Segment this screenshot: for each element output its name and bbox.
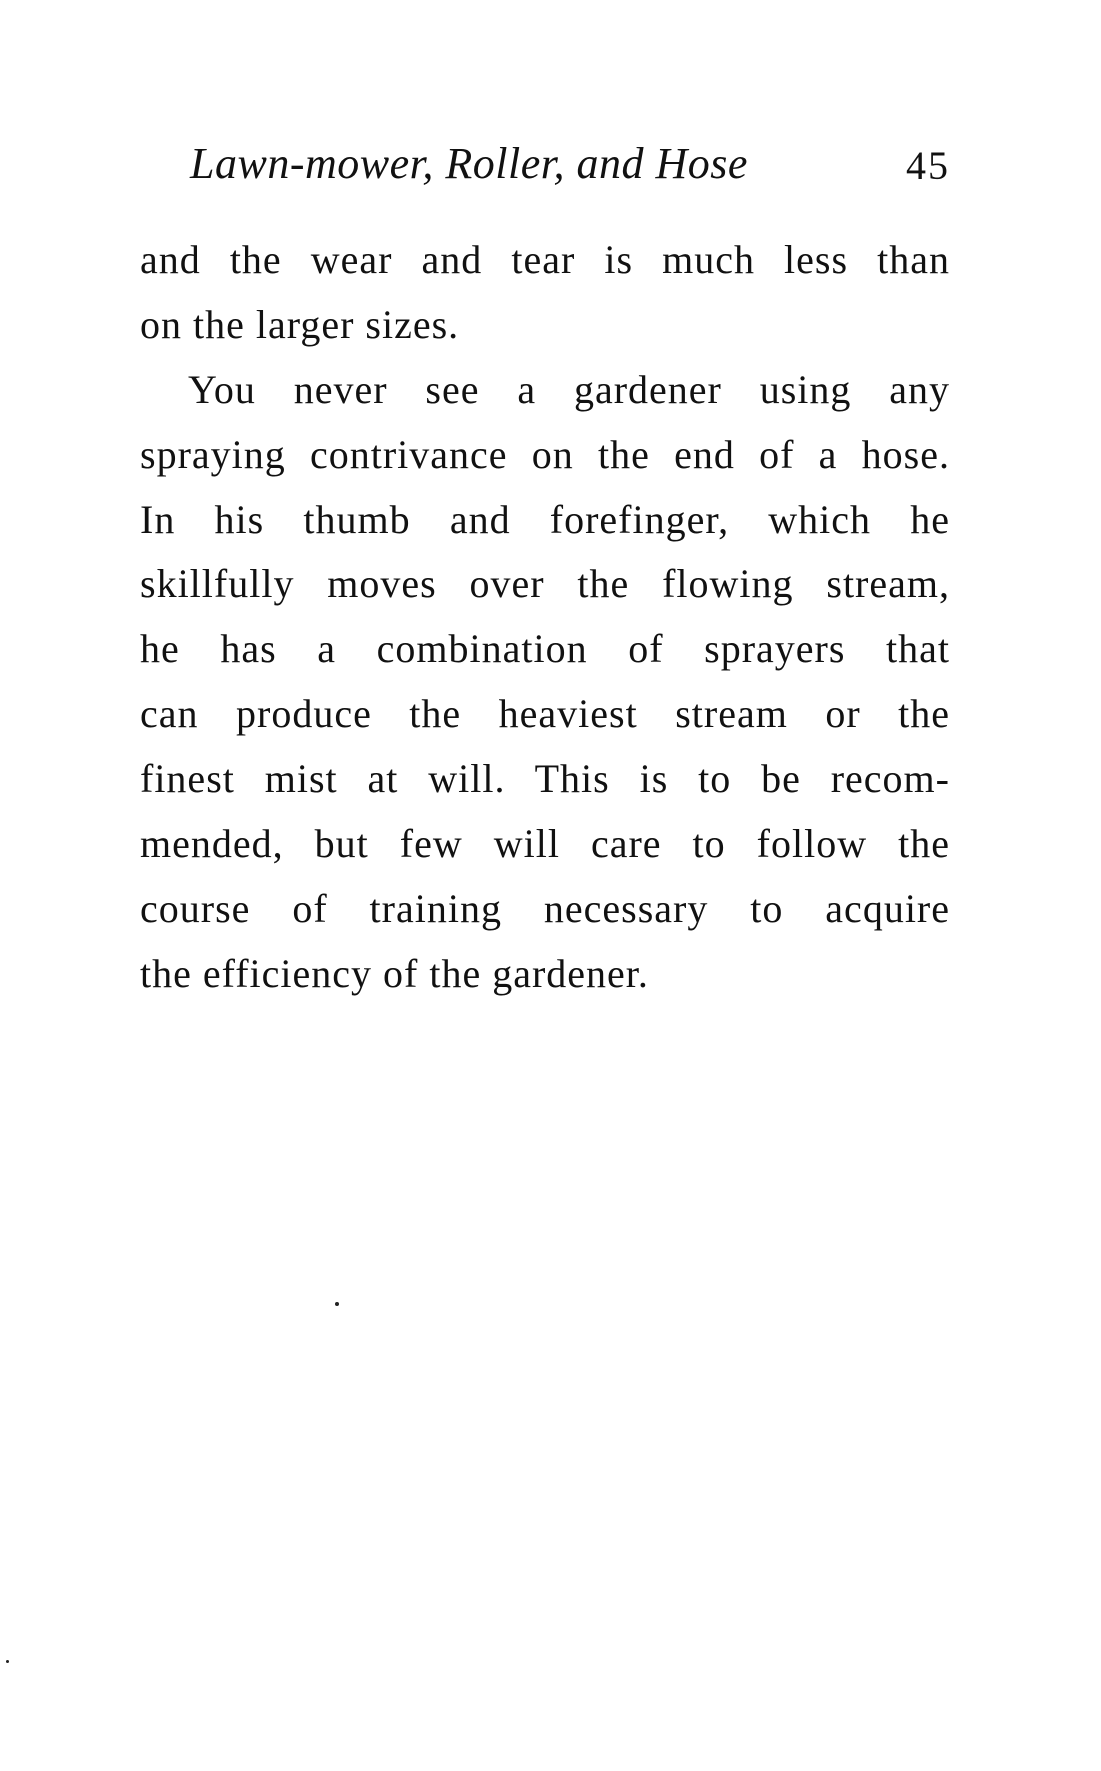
paragraph-start-line: You never see a gardener using any (188, 366, 950, 412)
text-line: In his thumb and forefinger, which he (140, 496, 950, 542)
scan-speck (335, 1302, 339, 1306)
text-line: mended, but few will care to follow the (140, 821, 950, 867)
text-line: finest mist at will. This is to be recom- (140, 756, 950, 802)
running-head (190, 138, 950, 198)
running-title: Lawn-mower, Roller, and Hose (190, 139, 748, 188)
text-line: the efficiency of the gardener. (140, 950, 649, 996)
page-number: 45 (906, 143, 950, 188)
text-line: course of training necessary to acquire (140, 885, 950, 931)
text-line: he has a combination of sprayers that (140, 626, 950, 672)
text-line: and the wear and tear is much less than (140, 237, 950, 282)
scan-speck (6, 1660, 9, 1663)
text-line: spraying contrivance on the end of a hose. (140, 431, 950, 477)
text-line: skillfully moves over the flowing stream, (140, 561, 950, 607)
text-line: on the larger sizes. (140, 301, 460, 347)
text-line: can produce the heaviest stream or the (140, 691, 950, 737)
body-text (140, 228, 950, 1007)
